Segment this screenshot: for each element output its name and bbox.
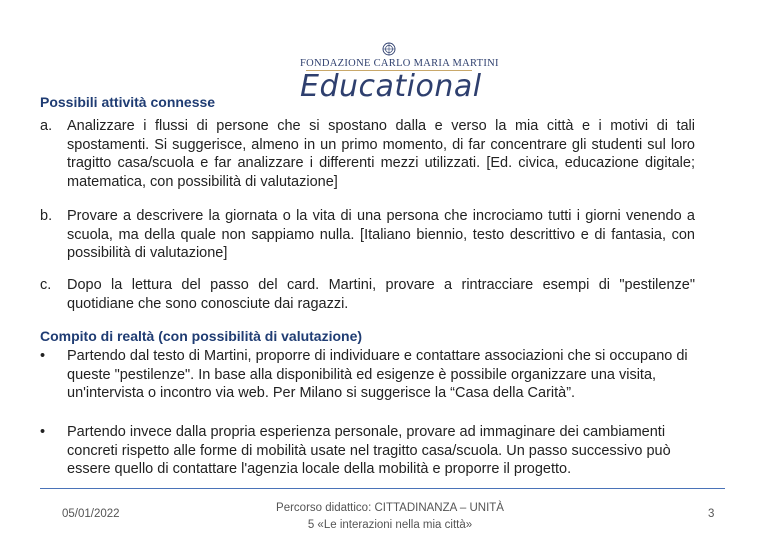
- activity-item-c: [40, 276, 695, 313]
- task-bullet-1: [40, 347, 700, 403]
- bullet-text: Partendo dal testo di Martini, proporre di individuare e contattare associazioni che si occupano di queste "pestilenze". In base alla disponibilità ed esigenze è possibile organizzare una visita, un'intervista o incontro via web. Per Milano si suggerisce la “Casa della Carità”.: [67, 348, 688, 401]
- foundation-name: FONDAZIONE CARLO MARIA MARTINI: [300, 58, 499, 69]
- item-marker: c.: [40, 277, 52, 293]
- item-marker: b.: [40, 208, 53, 224]
- bullet-text: Partendo invece dalla propria esperienza personale, provare ad immaginare dei cambiamenti concreti rispetto alle forme di mobilità usate nel tragitto casa/scuola. Un passo successivo può essere quello di contattare l'agenzia locale della mobilità e proporre il progetto.: [67, 424, 671, 477]
- activities-heading: Possibili attività connesse: [40, 94, 216, 110]
- page-number: 3: [708, 508, 715, 520]
- emblem-icon: [382, 42, 396, 56]
- foundation-logo: [300, 42, 499, 104]
- bullet-marker: •: [40, 424, 46, 440]
- course-subtitle: 5 «Le interazioni nella mia città»: [307, 519, 473, 531]
- footer-divider: [40, 488, 725, 489]
- task-bullet-2: [40, 423, 700, 479]
- activity-item-b: [40, 207, 695, 263]
- bullet-marker: •: [40, 348, 46, 364]
- footer-course-title: [230, 500, 550, 534]
- activity-item-a: [40, 117, 695, 191]
- item-text: Analizzare i flussi di persone che si spostano dalla e verso la mia città e i motivi di tali spostamenti. Si suggerisce, almeno in un primo momento, di far concentrare gli studenti sul loro tragitto casa/scuola e far analizzare i differenti mezzi utilizzati. [Ed. civica, educazione digitale; matematica, con possibilità di valutazione]: [67, 118, 695, 190]
- course-title: CITTADINANZA – UNITÀ: [374, 502, 504, 514]
- item-text: Provare a descrivere la giornata o la vita di una persona che incrociamo tutti i giorni venendo a scuola, ma della quale non sappiamo nulla. [Italiano biennio, testo descrittivo e di fantasia, con possibilità di valutazione]: [67, 208, 695, 261]
- footer-date: 05/01/2022: [62, 508, 120, 520]
- course-prefix: Percorso didattico:: [276, 502, 375, 514]
- educational-wordmark: Educational: [300, 69, 482, 104]
- item-text: Dopo la lettura del passo del card. Martini, provare a rintracciare esempi di "pestilenze" quotidiane che sono conosciute dai ragazzi.: [67, 277, 695, 312]
- item-marker: a.: [40, 118, 53, 134]
- reality-task-heading: Compito di realtà (con possibilità di valutazione): [40, 328, 363, 344]
